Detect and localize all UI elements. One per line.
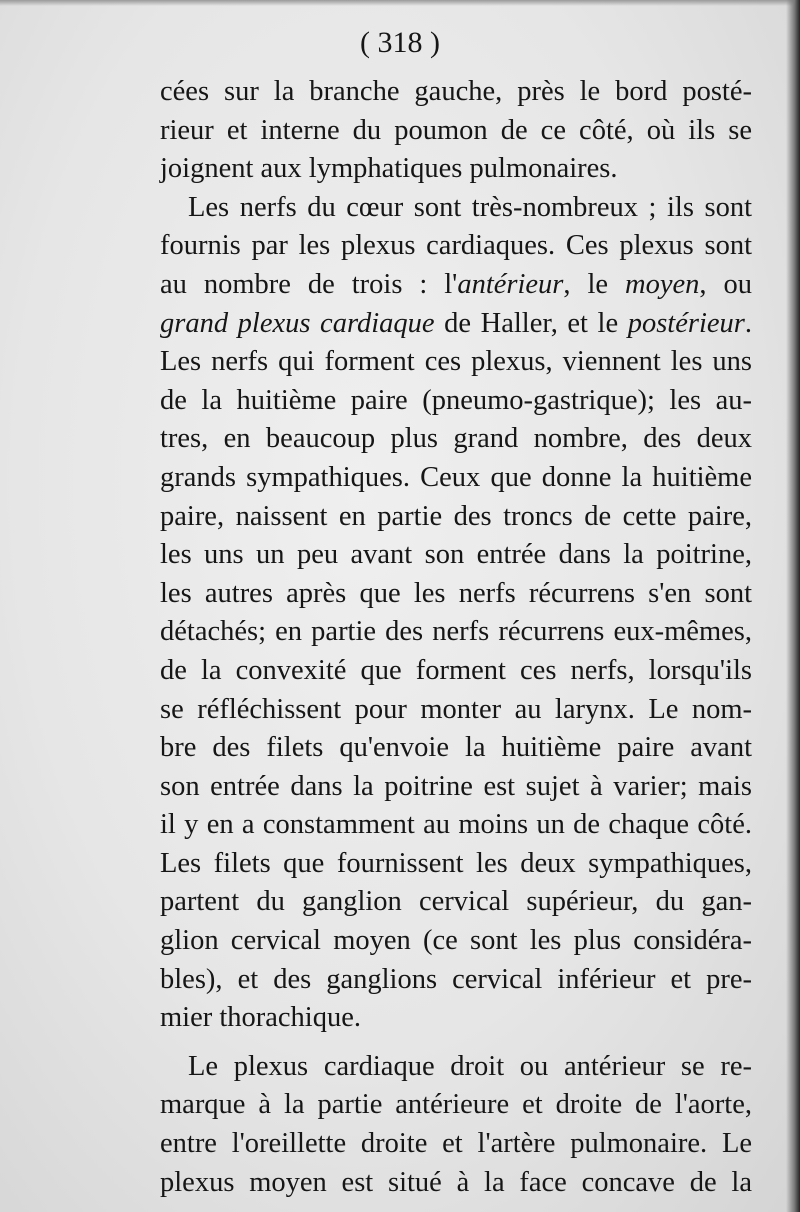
italic-term: moyen <box>625 268 700 300</box>
text-segment: rieur et interne du poumon de ce côté, où ils se <box>160 114 752 146</box>
italic-term: antérieur <box>457 268 564 300</box>
text-segment: détachés; en partie des nerfs récurrens eux-mêmes, <box>160 616 752 648</box>
text-line <box>160 189 752 228</box>
text-line <box>160 420 752 459</box>
italic-term: postérieur <box>627 307 745 339</box>
text-line <box>160 1086 752 1125</box>
text-segment: les uns un peu avant son entrée dans la poitrine, <box>160 539 752 571</box>
text-segment: Les nerfs qui forment ces plexus, viennent les uns <box>160 346 752 378</box>
text-line <box>160 691 752 730</box>
text-segment: joignent aux lymphatiques pulmonaires. <box>160 153 618 185</box>
text-line <box>160 536 752 575</box>
text-line <box>160 1048 752 1087</box>
text-segment: , ou <box>699 268 752 300</box>
text-segment: plexus moyen est situé à la face concave de la <box>160 1166 752 1198</box>
text-segment: son entrée dans la poitrine est sujet à varier; mais <box>160 770 752 802</box>
text-segment: de la convexité que forment ces nerfs, lorsqu'ils <box>160 654 752 686</box>
text-line <box>160 999 752 1038</box>
text-segment: se réfléchissent pour monter au larynx. Le nom- <box>160 693 752 725</box>
text-line <box>160 343 752 382</box>
text-segment: de la huitième paire (pneumo-gastrique); les au- <box>160 384 752 416</box>
text-segment: glion cervical moyen (ce sont les plus considéra- <box>160 925 752 957</box>
text-segment: partent du ganglion cervical supérieur, du gan- <box>160 886 752 918</box>
text-segment: bre des filets qu'envoie la huitième paire avant <box>160 732 752 764</box>
text-segment: cées sur la branche gauche, près le bord posté- <box>160 76 752 107</box>
text-line <box>160 961 752 1000</box>
text-segment: les autres après que les nerfs récurrens s'en sont <box>160 577 752 609</box>
text-segment: tres, en beaucoup plus grand nombre, des deux <box>160 423 752 455</box>
text-line <box>160 883 752 922</box>
text-line <box>160 305 752 344</box>
text-segment: Le plexus cardiaque droit ou antérieur se re- <box>188 1050 752 1082</box>
text-line <box>160 150 752 189</box>
text-segment: paire, naissent en partie des troncs de cette paire, <box>160 500 752 532</box>
text-line <box>160 806 752 845</box>
text-segment: Les nerfs du cœur sont très-nombreux ; ils sont <box>188 191 752 223</box>
text-segment: au nombre de trois : l' <box>160 268 458 300</box>
text-line <box>160 729 752 768</box>
text-line <box>160 922 752 961</box>
text-line <box>160 1164 752 1203</box>
text-line <box>160 613 752 652</box>
text-segment: bles), et des ganglions cervical inférieur et pre- <box>160 963 752 995</box>
text-line <box>160 575 752 614</box>
text-line <box>160 652 752 691</box>
page-top-shadow <box>0 0 800 6</box>
text-line <box>160 498 752 537</box>
text-line <box>160 73 752 112</box>
text-line <box>160 266 752 305</box>
page-gutter-shadow <box>786 0 800 1212</box>
text-segment: , le <box>563 268 626 300</box>
text-line <box>160 1125 752 1164</box>
text-line <box>160 768 752 807</box>
body-text <box>160 73 752 1202</box>
text-segment: . <box>744 307 752 339</box>
text-segment: il y en a constamment au moins un de chaque côté. <box>160 809 752 841</box>
text-segment: de Haller, et le <box>434 307 628 339</box>
text-segment: marque à la partie antérieure et droite de l'aorte, <box>160 1089 752 1121</box>
text-segment: entre l'oreillette droite et l'artère pulmonaire. Le <box>160 1128 752 1160</box>
text-line <box>160 845 752 884</box>
italic-term: grand plexus cardiaque <box>160 307 435 339</box>
page-number: ( 318 ) <box>360 26 440 59</box>
text-line <box>160 459 752 498</box>
text-segment: grands sympathiques. Ceux que donne la huitième <box>160 461 752 493</box>
text-line <box>160 227 752 266</box>
text-line <box>160 112 752 151</box>
text-line <box>160 382 752 421</box>
text-segment: mier thorachique. <box>160 1002 362 1034</box>
text-segment: fournis par les plexus cardiaques. Ces plexus sont <box>160 230 752 262</box>
text-segment: Les filets que fournissent les deux sympathiques, <box>160 847 752 879</box>
